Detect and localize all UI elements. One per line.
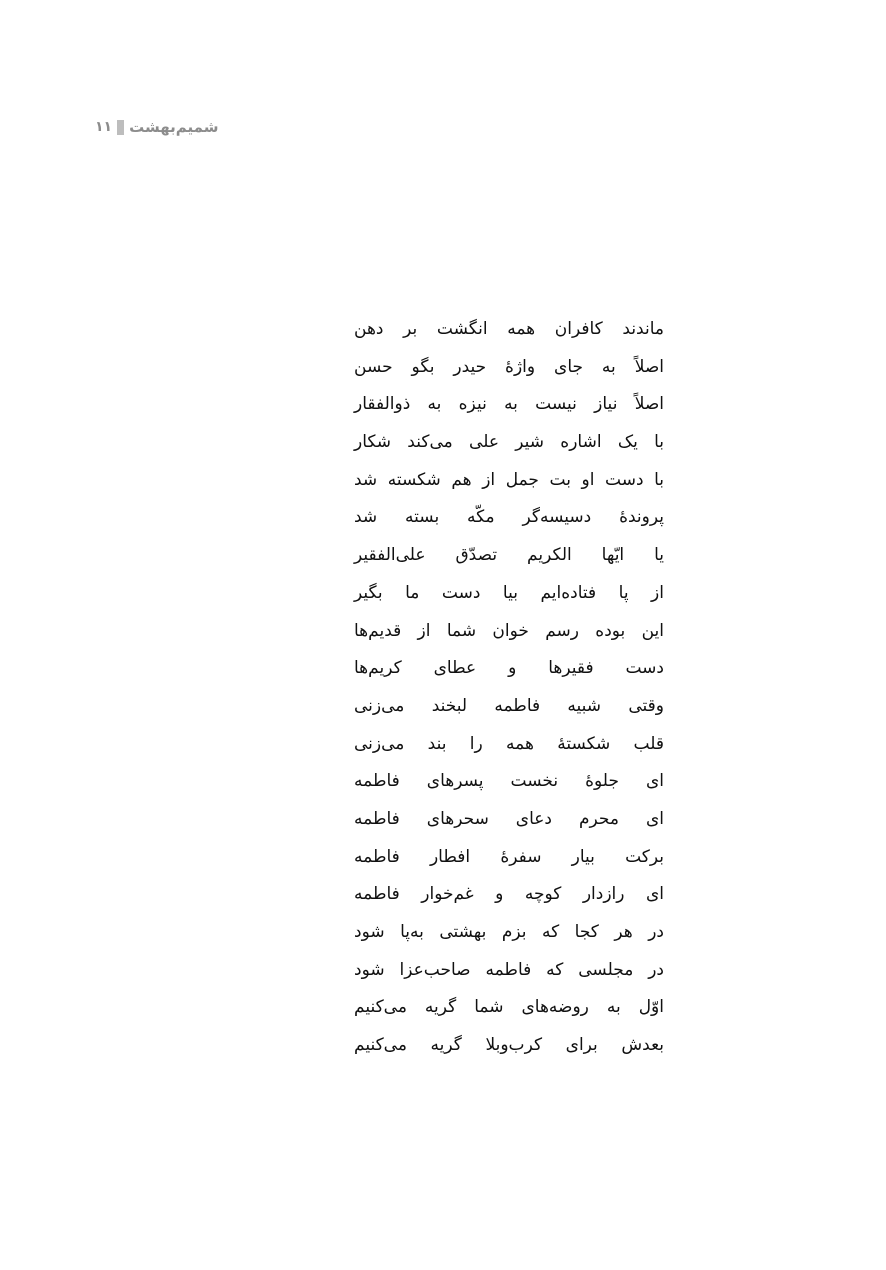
poem-line: پروندهٔ دسیسه‌گر مکّه بسته شد bbox=[354, 507, 664, 528]
poem-line: اصلاً نیاز نیست به نیزه به ذوالفقار bbox=[354, 394, 664, 415]
poem-line: وقتی شبیه فاطمه لبخند می‌زنی bbox=[354, 695, 664, 716]
poem-line: دست فقیرها و عطای کریم‌ها bbox=[354, 658, 664, 679]
poem-line: بعدش برای کرب‌وبلا گریه می‌کنیم bbox=[354, 1035, 664, 1056]
book-title: شمیم‌بهشت bbox=[129, 118, 219, 136]
poem-line: برکت بیار سفرهٔ افطار فاطمه bbox=[354, 846, 664, 867]
poem-line: ای جلوهٔ نخست پسرهای فاطمه bbox=[354, 771, 664, 792]
poem-line: با دست او بت جمل از هم شکسته شد bbox=[354, 469, 664, 490]
poem-line: اوّل به روضه‌های شما گریه می‌کنیم bbox=[354, 997, 664, 1018]
poem-line: این بوده رسم خوان شما از قدیم‌ها bbox=[354, 620, 664, 641]
poem-line: در مجلسی که فاطمه صاحب‌عزا شود bbox=[354, 959, 664, 980]
poem-line: اصلاً به جای واژهٔ حیدر بگو حسن bbox=[354, 356, 664, 377]
header-divider bbox=[117, 120, 124, 135]
poem-line: یا ایّها الکریم تصدّق علی‌الفقیر bbox=[354, 545, 664, 566]
poem-line: در هر کجا که بزم بهشتی به‌پا شود bbox=[354, 922, 664, 942]
poem-line: از پا فتاده‌ایم بیا دست ما بگیر bbox=[354, 582, 664, 603]
poem-line: ای محرم دعای سحرهای فاطمه bbox=[354, 808, 664, 829]
poem-line: با یک اشاره شیر علی می‌کند شکار bbox=[354, 432, 664, 453]
poem-line: ای رازدار کوچه و غم‌خوار فاطمه bbox=[354, 884, 664, 905]
page-number: ۱۱ bbox=[95, 119, 113, 135]
poem bbox=[354, 311, 664, 1065]
poem-line: قلب شکستهٔ همه را بند می‌زنی bbox=[354, 733, 664, 754]
poem-line: ماندند کافران همه انگشت بر دهن bbox=[354, 319, 664, 339]
running-header bbox=[95, 116, 230, 138]
